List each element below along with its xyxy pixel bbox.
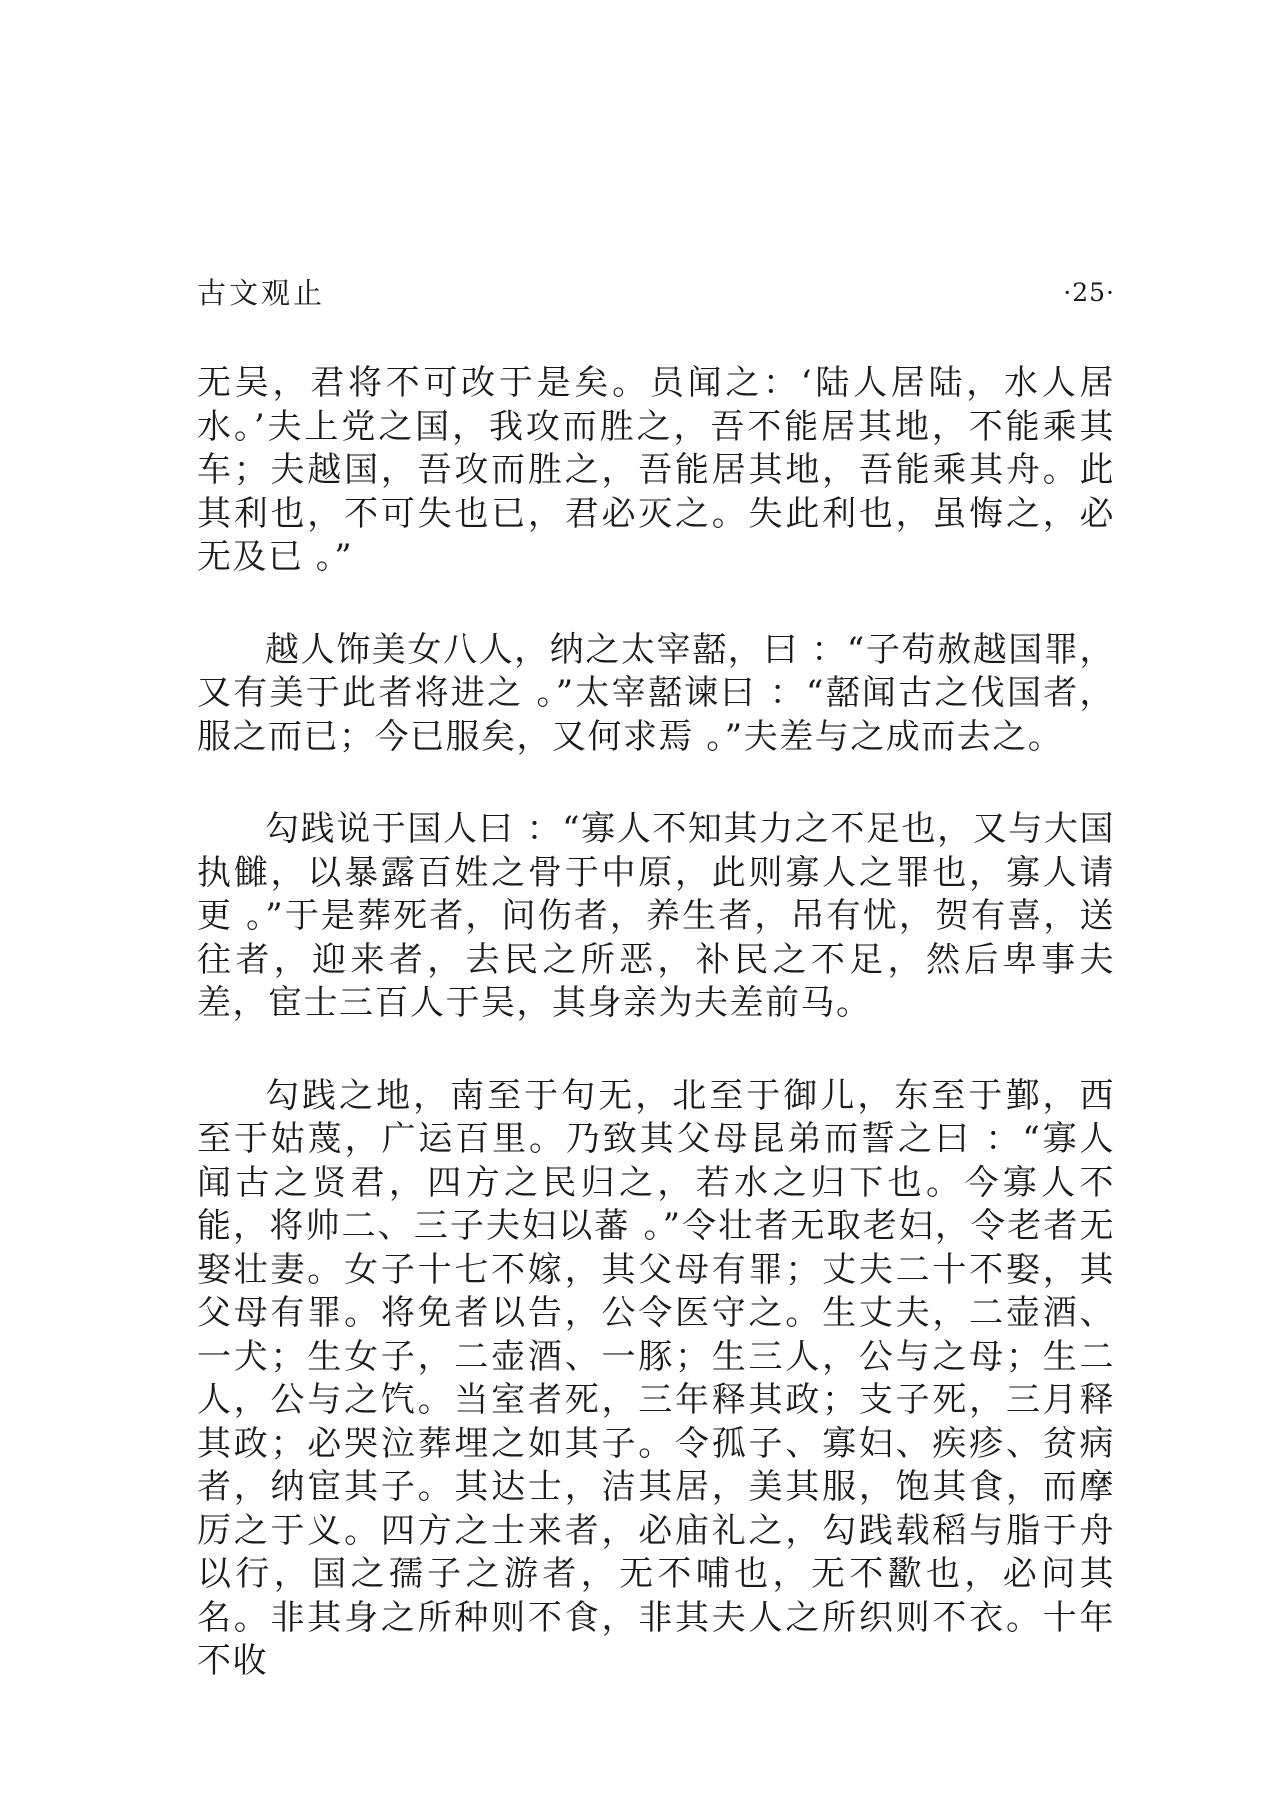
running-header bbox=[197, 271, 1115, 315]
body-text bbox=[197, 362, 1115, 1684]
paragraph: 勾践说于国人曰 ：“寡人不知其力之不足也，又与大国执雠，以暴露百姓之骨于中原，此则寡人之罪也，寡人请更 。”于是葬死者，问伤者，养生者，吊有忧，贺有喜，送往者，迎来者，去民之所恶，补民之不足，然后卑事夫差，宦士三百人于吴，其身亲为夫差前马。 bbox=[197, 809, 1116, 1023]
page-number: ·25· bbox=[1063, 278, 1115, 307]
book-title: 古文观止 bbox=[197, 276, 326, 310]
paragraph: 越人饰美女八人，纳之太宰嚭，曰 ：“子苟赦越国罪，又有美于此者将进之 。”太宰嚭谏曰 ：“嚭闻古之伐国者，服之而已；今已服矣，又何求焉 。”夫差与之成而去之。 bbox=[197, 629, 1115, 757]
paragraph: 勾践之地，南至于句无，北至于御儿，东至于鄞，西至于姑蔑，广运百里。乃致其父母昆弟而誓之曰 ：“寡人闻古之贤君，四方之民归之，若水之归下也。今寡人不能，将帅二、三子夫妇以蕃 。”令壮者无取老妇，令老者无娶壮妻。女子十七不嫁，其父母有罪；丈夫二十不娶，其父母有罪。将免者以告，公令医守之。生丈夫，二壶酒、一犬；生女子，二壶酒、一豚；生三人，公与之母；生二人，公与之饩。当室者死，三年释其政；支子死，三月释其政；必哭泣葬埋之如其子。令孤子、寡妇、疾疹、贫病者，纳宦其子。其达士，洁其居，美其服，饱其食，而摩厉之于义。四方之士来者，必庙礼之，勾践载稻与脂于舟以行，国之孺子之游者，无不哺也，无不歠也，必问其名。非其身之所种则不食，非其夫人之所织则不衣。十年不收 bbox=[197, 1075, 1115, 1681]
paragraph-continued: 无吴，君将不可改于是矣。员闻之：‘陆人居陆，水人居水。’夫上党之国，我攻而胜之，吾不能居其地，不能乘其车；夫越国，吾攻而胜之，吾能居其地，吾能乘其舟。此其利也，不可失也已，君必灭之。失此利也，虽悔之，必无及已 。” bbox=[197, 363, 1115, 577]
